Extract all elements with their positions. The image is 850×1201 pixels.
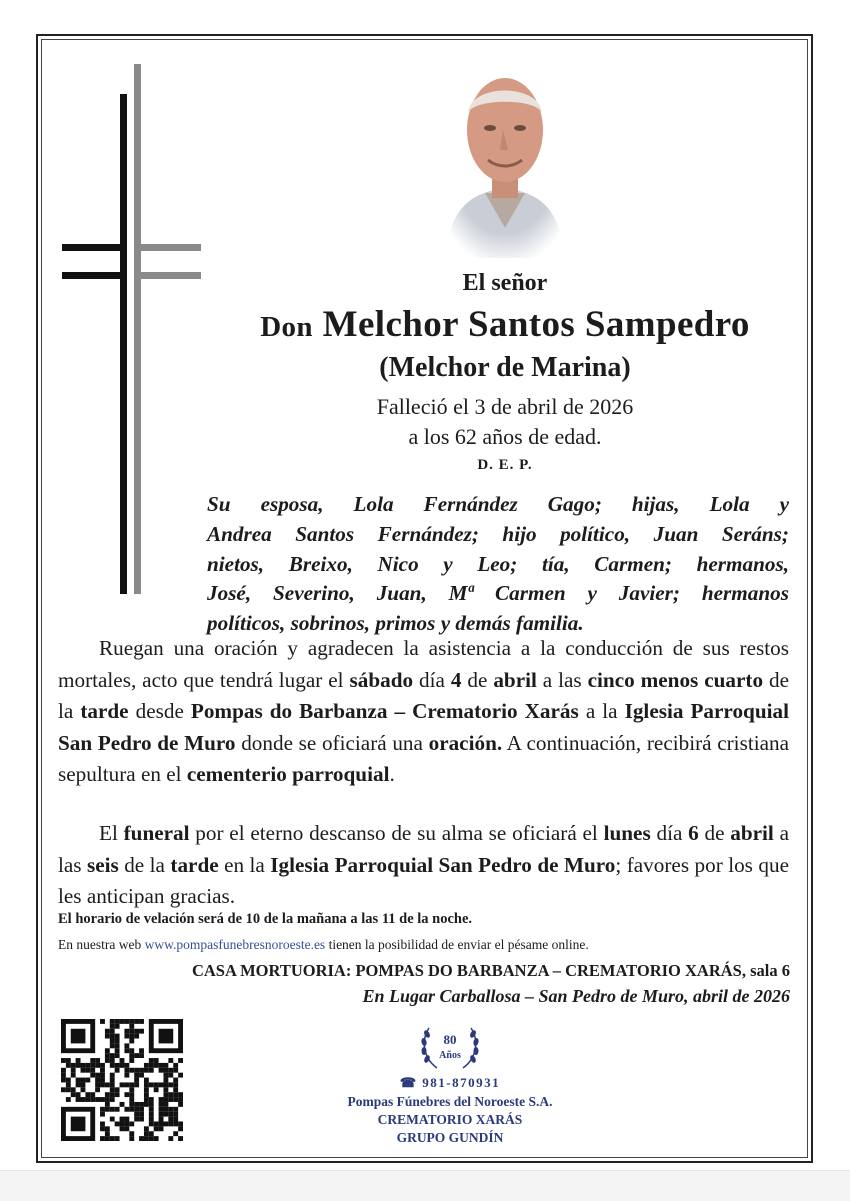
text-segment: de la [58,667,790,723]
family-line: Andrea Santos Fernández; hijo político, Juan Seráns; [207,521,789,546]
company-phone [280,1075,620,1091]
text-segment: de [461,667,494,692]
bold-segment: oración. [428,730,503,755]
phone-number: 981-870931 [422,1075,501,1090]
bold-segment: Iglesia Parroquial San Pedro de Muro [270,852,616,877]
text-segment: por el eterno descanso de su alma se oficiará el [189,821,604,845]
qr-code[interactable] [61,1019,183,1141]
web-notice [58,937,589,953]
bold-segment: funeral [123,821,190,845]
web-prefix: En nuestra web [58,937,145,952]
text-segment: a las [536,667,588,692]
family-line: José, Severino, Juan, Mª Carmen y Javier; hermanos [207,581,789,606]
dep-text: D. E. P. [477,457,533,473]
bold-segment: cinco menos cuarto [587,667,764,692]
bold-segment: abril [493,667,537,692]
text-segment: a las [58,821,790,877]
text-segment: Ruegan una oración y agradecen la asistencia a la conducción de sus restos mortales, acto que tendrá lugar el [58,636,789,692]
family-line: políticos, sobrinos, primos y demás familia. [207,611,584,636]
badge-number: 80 [443,1032,457,1047]
family-line: Su esposa, Lola Fernández Gago; hijas, Lola y [207,492,789,516]
mortuary-info: CASA MORTUORIA: POMPAS DO BARBANZA – CREMATORIO XARÁS, sala 6 [191,961,790,980]
phone-icon: ☎ [399,1075,418,1090]
family-list [207,490,789,639]
nickname: (Melchor de Marina) [379,352,631,383]
bold-segment: cementerio parroquial [186,762,390,786]
text-segment: en la [218,852,271,877]
text-segment: de la [118,852,171,877]
text-segment: A continuación, recibirá cristiana sepultura en el [58,730,789,786]
intro-text: El señor [462,270,548,296]
company-name: Pompas Fúnebres del Noroeste S.A. [347,1094,553,1109]
bold-segment: 6 [688,821,699,845]
bold-segment: abril [730,821,774,845]
company-group: GRUPO GUNDÍN [396,1130,504,1145]
bold-segment: sábado [349,667,414,692]
place-date: En Lugar Carballosa – San Pedro de Muro, abril de 2026 [362,986,790,1006]
age-line: a los 62 años de edad. [408,424,602,449]
death-date: Falleció el 3 de abril de 2026 [376,394,634,419]
family-line: nietos, Breixo, Nico y Leo; tía, Carmen; hermanos, [207,551,789,576]
text-segment: de [698,821,731,845]
text-segment: día [413,667,451,692]
bold-segment: 4 [450,667,462,692]
deceased-name [0,303,850,346]
page-edge [0,1170,850,1201]
bold-segment: seis [86,852,119,877]
wake-hours: El horario de velación será de 10 de la mañana a las 11 de la noche. [58,911,473,927]
ceremony-paragraph [58,633,789,791]
badge-word: Años [439,1050,461,1061]
bold-segment: lunes [603,821,651,845]
bold-segment: Iglesia Parroquial San Pedro de Muro [58,699,789,755]
portrait-photo [440,68,570,258]
funeral-paragraph [58,818,789,913]
full-name: Melchor Santos Sampedro [322,304,750,345]
company-crematorio: CREMATORIO XARÁS [377,1112,523,1127]
text-segment: . [389,762,395,786]
bold-segment: tarde [170,852,219,877]
honorific: Don [260,311,313,343]
web-link[interactable]: www.pompasfunebresnoroeste.es [144,937,326,952]
text-segment: día [650,821,689,845]
bold-segment: Pompas do Barbanza – Crematorio Xarás [190,699,579,723]
text-segment: El [99,821,124,845]
text-segment: desde [128,699,191,723]
web-suffix: tienen la posibilidad de enviar el pésame online. [325,937,589,952]
text-segment: donde se oficiará una [235,730,429,755]
anniversary-badge-icon [415,1020,485,1076]
text-segment: ; favores por los que les anticipan gracias. [58,852,789,908]
text-segment: a la [578,699,625,723]
bold-segment: tarde [80,699,129,723]
